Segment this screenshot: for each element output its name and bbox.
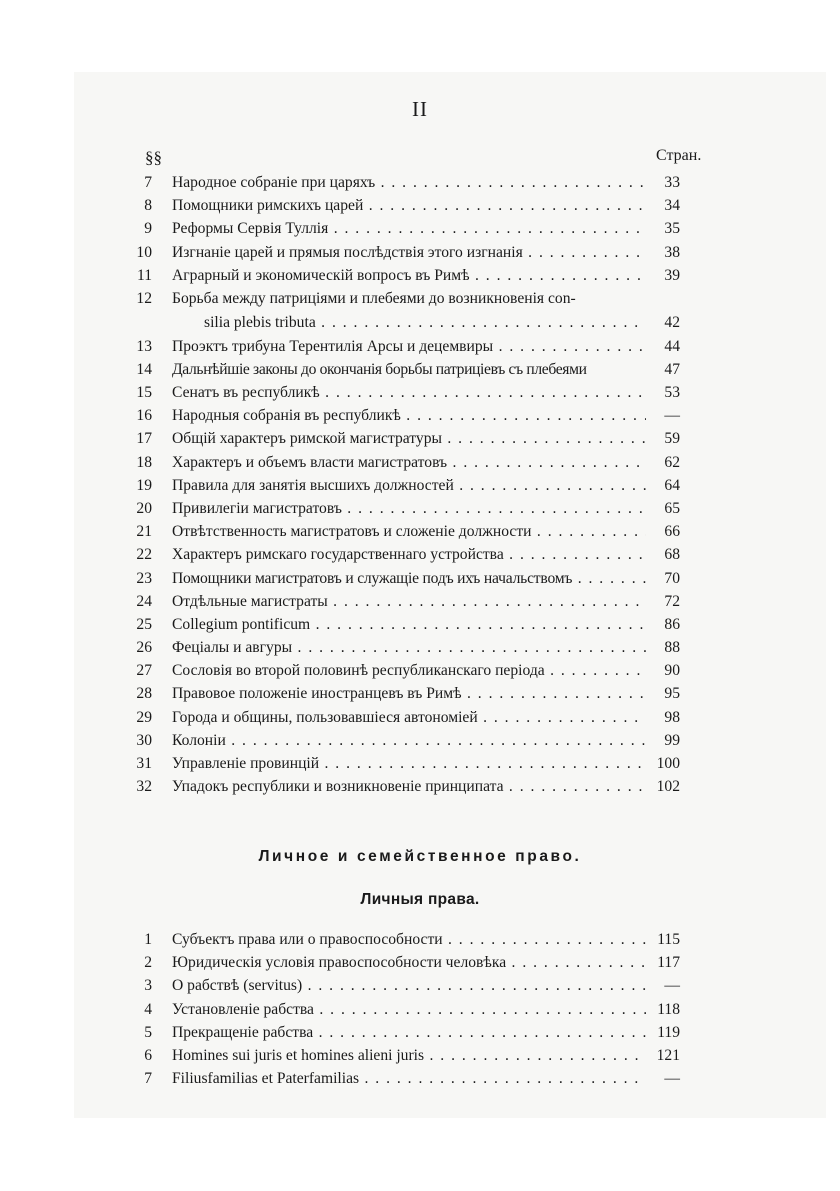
toc-row: [130, 335, 690, 358]
toc-title: Города и общины, пользовавшіеся автономіей . . .: [172, 706, 646, 729]
toc-page: 115: [657, 931, 680, 948]
toc-title: Правила для занятія высшихъ должностей . . .: [172, 474, 646, 497]
toc-page: 86: [664, 615, 680, 633]
toc-page: 100: [656, 755, 680, 772]
toc-title: Проэктъ трибуна Терентилія Арсы и децемвиры . . .: [172, 335, 646, 358]
toc-title: Отвѣтственность магистратовъ и сложеніе должности . . .: [172, 520, 646, 543]
toc-number: 20: [136, 499, 152, 517]
toc-number: 28: [136, 685, 152, 703]
toc-title: О рабствѣ (servitus) . . .: [172, 974, 646, 997]
toc-row: [130, 287, 690, 312]
toc-page: 99: [664, 731, 680, 749]
toc-page: 98: [664, 708, 680, 726]
toc-page: 59: [664, 430, 680, 448]
toc-title: Правовое положеніе иностранцевъ въ Римѣ . . .: [172, 682, 646, 705]
toc-number: 1: [144, 931, 152, 948]
toc-row: [130, 520, 690, 543]
toc-title: Помощники магистратовъ и служащіе подъ ихъ начальствомъ . . .: [172, 567, 646, 590]
toc-number: 11: [136, 266, 152, 284]
toc-page: 90: [664, 662, 680, 680]
toc-row: [130, 928, 690, 951]
toc-row: [130, 381, 690, 404]
toc-row: [130, 427, 690, 450]
toc-page: 39: [664, 266, 680, 284]
toc-row: [130, 474, 690, 497]
toc-title: Колоніи . . .: [172, 729, 646, 752]
toc-title: Прекращеніе рабства . . .: [172, 1021, 646, 1044]
toc-page: 38: [664, 243, 680, 261]
toc-title: Реформы Сервія Туллія . . .: [172, 217, 646, 240]
toc-page: 34: [664, 197, 680, 215]
section-heading: Личное и семейственное право.: [258, 848, 582, 865]
toc-row: [130, 543, 690, 566]
toc-title: Борьба между патриціями и плебеями до возникновенія con-: [172, 289, 576, 307]
toc-row: [130, 951, 690, 974]
toc-number: 32: [136, 778, 152, 796]
page-column-label: Стран.: [656, 147, 702, 164]
toc-page: 88: [664, 639, 680, 657]
toc-number: 7: [144, 1070, 152, 1088]
toc-number: 7: [144, 174, 152, 191]
toc-row: [130, 194, 690, 217]
toc-row: [130, 729, 690, 752]
toc-number: 25: [136, 615, 152, 633]
toc-row: [130, 217, 690, 240]
toc-number: 8: [144, 197, 152, 215]
toc-row: [130, 706, 690, 729]
toc-number: 31: [136, 755, 152, 772]
toc-number: 15: [136, 384, 152, 401]
toc-row: [130, 404, 690, 427]
toc-title: Отдѣльные магистраты . . .: [172, 590, 646, 613]
toc-page: —: [664, 1070, 680, 1088]
toc-row: [130, 590, 690, 613]
toc-page: 33: [664, 174, 680, 191]
toc-page: 62: [664, 453, 680, 471]
toc-row: [130, 1044, 690, 1067]
toc-row: [130, 974, 690, 997]
toc-number: 2: [144, 954, 152, 972]
toc-row: [130, 659, 690, 682]
toc-number: 12: [136, 289, 152, 307]
page-folio: II: [412, 97, 428, 121]
toc-number: 13: [136, 337, 152, 355]
subsection-heading: Личныя права.: [360, 891, 480, 908]
toc-number: 10: [136, 243, 152, 261]
toc-title: Homines sui juris et homines alieni juris . . .: [172, 1044, 646, 1067]
toc-title: Помощники римскихъ царей . . .: [172, 194, 646, 217]
toc-number: 4: [144, 1000, 152, 1018]
toc-page: 47: [664, 360, 680, 378]
toc-page: 72: [664, 592, 680, 610]
toc-page: 42: [664, 314, 680, 332]
toc-page: 68: [664, 546, 680, 564]
toc-number: 23: [136, 569, 152, 587]
toc-row: [130, 775, 690, 798]
toc-row: [130, 998, 690, 1021]
toc-title: Феціалы и авгуры . . .: [172, 636, 646, 659]
toc-title: Субъектъ права или о правоспособности . . .: [172, 928, 646, 951]
toc-number: 17: [136, 430, 152, 448]
toc-row: [130, 1021, 690, 1044]
toc-part1: [130, 171, 690, 798]
toc-page: —: [664, 407, 680, 425]
toc-number: 6: [144, 1046, 152, 1064]
toc-title: Collegium pontificum . . .: [172, 613, 646, 636]
toc-row: [130, 636, 690, 659]
toc-row: [130, 241, 690, 264]
toc-number: 24: [136, 592, 152, 610]
toc-page: 121: [656, 1046, 680, 1064]
toc-number: 18: [136, 453, 152, 471]
toc-row: [130, 171, 690, 194]
toc-title: Народное собраніе при царяхъ . . .: [172, 171, 646, 194]
toc-title: Народныя собранія въ республикѣ . . .: [172, 404, 646, 427]
toc-row: [130, 613, 690, 636]
toc-row: [130, 451, 690, 474]
toc-number: 5: [144, 1023, 152, 1041]
toc-title: Привилегіи магистратовъ . . .: [172, 497, 646, 520]
toc-number: 9: [144, 220, 152, 238]
toc-number: 14: [136, 360, 152, 378]
toc-number: 30: [136, 731, 152, 749]
toc-number: 3: [144, 977, 152, 995]
toc-page: 66: [664, 523, 680, 541]
toc-title: Юридическія условія правоспособности человѣка . . .: [172, 951, 646, 974]
toc-row: [130, 358, 690, 381]
toc-title: Дальнѣйшіе законы до окончанія борьбы патриціевъ съ плебеями: [172, 360, 587, 378]
toc-page: 65: [664, 499, 680, 517]
toc-row: [130, 497, 690, 520]
toc-title: silia plebis tributa . . .: [204, 311, 646, 334]
toc-page: 53: [664, 384, 680, 401]
toc-title: Изгнаніе царей и прямыя послѣдствія этого изгнанія . . .: [172, 241, 646, 264]
toc-number: 26: [136, 639, 152, 657]
toc-row-continuation: [130, 311, 690, 334]
toc-row: [130, 752, 690, 775]
toc-row: [130, 1067, 690, 1090]
toc-number: 21: [136, 523, 152, 541]
toc-page: 119: [657, 1023, 680, 1041]
toc-part2: [130, 928, 690, 1090]
toc-page: 70: [664, 569, 680, 587]
toc-page: 64: [664, 476, 680, 494]
toc-row: [130, 682, 690, 705]
toc-title: Общій характеръ римской магистратуры . . .: [172, 427, 646, 450]
toc-title: Сенатъ въ республикѣ . . .: [172, 381, 646, 404]
section-sign-header: §§: [145, 148, 162, 167]
toc-page: 118: [657, 1000, 680, 1018]
toc-page: 35: [664, 220, 680, 238]
toc-number: 29: [136, 708, 152, 726]
toc-page: 44: [664, 337, 680, 355]
toc-page: 95: [664, 685, 680, 703]
toc-title: Управленіе провинцій . . .: [172, 752, 646, 775]
toc-title: Установленіе рабства . . .: [172, 998, 646, 1021]
toc-row: [130, 567, 690, 590]
toc-page: 102: [656, 778, 680, 796]
toc-title: Filiusfamilias et Paterfamilias . . .: [172, 1067, 646, 1090]
toc-title: Характеръ римскаго государственнаго устройства . . .: [172, 543, 646, 566]
toc-number: 16: [136, 407, 152, 425]
toc-page: 117: [657, 954, 680, 972]
toc-title: Сословія во второй половинѣ республиканскаго періода . . .: [172, 659, 646, 682]
toc-title: Упадокъ республики и возникновеніе принципата . . .: [172, 775, 646, 798]
toc-page: —: [664, 977, 680, 995]
toc-row: [130, 264, 690, 287]
toc-title: Характеръ и объемъ власти магистратовъ . . .: [172, 451, 646, 474]
toc-number: 27: [136, 662, 152, 680]
toc-number: 22: [136, 546, 152, 564]
toc-title: Аграрный и экономическій вопросъ въ Римѣ . . .: [172, 264, 646, 287]
toc-number: 19: [136, 476, 152, 494]
